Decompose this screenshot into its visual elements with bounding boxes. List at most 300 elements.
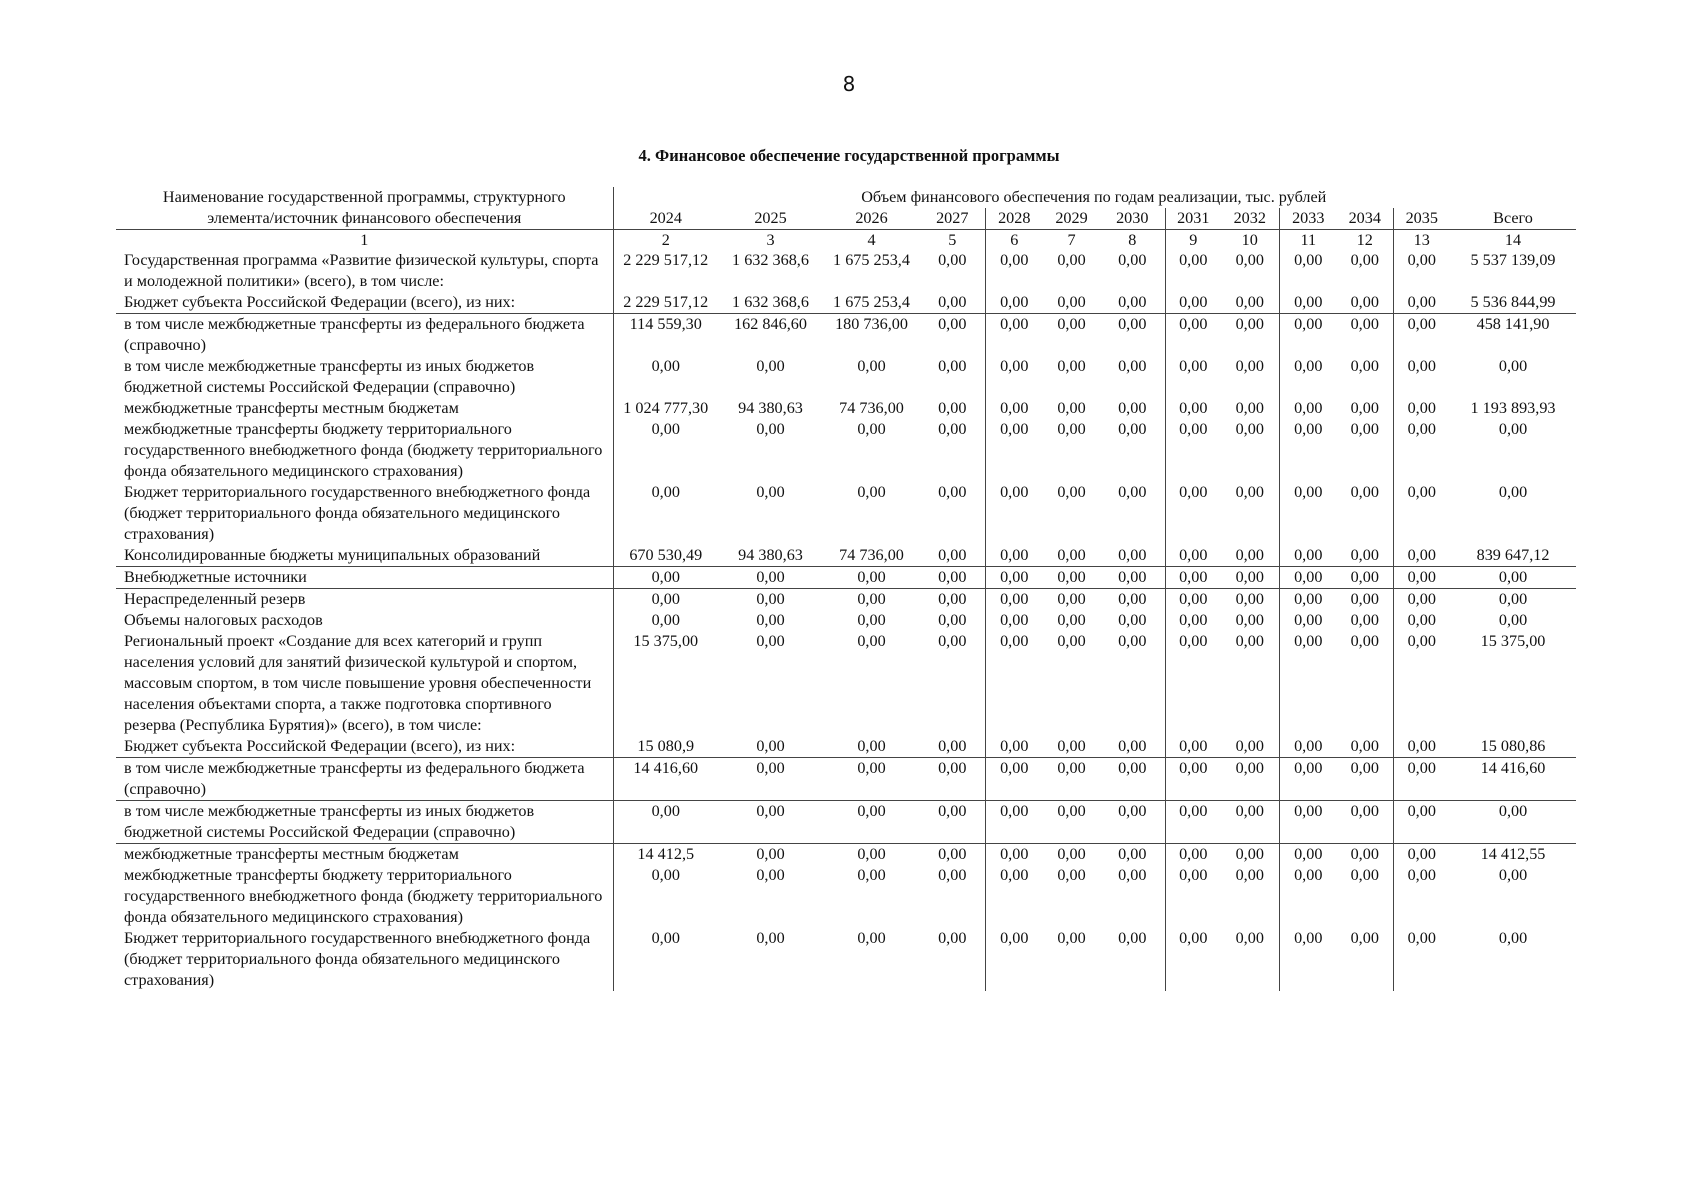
header-row-1 — [116, 187, 1576, 208]
row-name: Объемы налоговых расходов — [124, 611, 323, 629]
row-value-cell: 1 632 368,6 — [732, 293, 809, 311]
row-value-cell: 0,00 — [985, 356, 1043, 398]
row-value-cell: 0,00 — [1100, 844, 1165, 866]
row-value-cell: 0,00 — [1221, 758, 1279, 801]
column-number: 12 — [1356, 231, 1373, 249]
row-value-cell: 0,00 — [1393, 631, 1450, 736]
column-number: 2 — [613, 230, 718, 251]
row-value-cell: 94 380,63 — [738, 399, 803, 417]
year-header: 2030 — [1100, 208, 1165, 230]
row-total-cell: 0,00 — [1498, 357, 1528, 375]
row-value-cell: 0,00 — [718, 589, 823, 611]
row-total-cell: 5 536 844,99 — [1470, 293, 1556, 311]
row-value-cell: 0,00 — [1393, 545, 1450, 567]
row-value-cell: 0,00 — [920, 844, 985, 866]
row-value-cell: 0,00 — [1337, 758, 1393, 801]
table-row — [116, 314, 1576, 357]
row-value-cell: 0,00 — [938, 737, 967, 755]
row-value-cell: 0,00 — [756, 632, 785, 650]
financing-table — [116, 187, 1576, 991]
name-header-line2: элемента/источник финансового обеспечения — [116, 208, 613, 230]
table-row — [116, 419, 1576, 482]
row-name: Государственная программа «Развитие физической культуры, спорта и молодежной политики» (всего), в том числе: — [124, 251, 599, 290]
row-value-cell: 0,00 — [1393, 865, 1450, 928]
row-name: межбюджетные трансферты местным бюджетам — [116, 844, 613, 866]
year-header: 2035 — [1393, 208, 1450, 230]
row-value-cell: 0,00 — [938, 632, 967, 650]
row-value-cell: 15 375,00 — [613, 631, 718, 736]
row-value-cell: 114 559,30 — [613, 314, 718, 357]
row-value-cell: 0,00 — [985, 567, 1043, 589]
year-header: 2025 — [718, 208, 823, 230]
row-value-cell: 0,00 — [1165, 589, 1221, 611]
row-value-cell: 0,00 — [1118, 632, 1147, 650]
row-value-cell: 0,00 — [756, 420, 785, 438]
row-value-cell: 0,00 — [718, 801, 823, 844]
row-value-cell: 0,00 — [756, 929, 785, 947]
column-number: 9 — [1165, 230, 1221, 251]
row-value-cell: 0,00 — [1279, 567, 1337, 589]
table-row — [116, 398, 1576, 419]
table-row — [116, 250, 1576, 292]
header-row-2 — [116, 208, 1576, 230]
row-value-cell: 0,00 — [613, 865, 718, 928]
row-value-cell: 0,00 — [1118, 929, 1147, 947]
table-row — [116, 928, 1576, 991]
column-number: 7 — [1067, 231, 1076, 249]
row-value-cell: 0,00 — [1165, 292, 1221, 314]
column-number: 5 — [948, 231, 957, 249]
row-value-cell: 0,00 — [1118, 251, 1147, 269]
row-value-cell: 14 412,5 — [613, 844, 718, 866]
row-name: Бюджет субъекта Российской Федерации (всего), из них: — [124, 737, 516, 755]
row-value-cell: 0,00 — [1235, 929, 1264, 947]
row-value-cell: 0,00 — [1118, 420, 1147, 438]
row-value-cell: 0,00 — [1100, 567, 1165, 589]
year-header: 2029 — [1043, 208, 1100, 230]
table-row — [116, 758, 1576, 801]
row-value-cell: 0,00 — [613, 419, 718, 482]
row-value-cell: 0,00 — [1350, 420, 1379, 438]
row-value-cell: 0,00 — [1337, 589, 1393, 611]
row-value-cell: 0,00 — [1235, 632, 1264, 650]
row-value-cell: 0,00 — [1118, 483, 1147, 501]
row-value-cell: 0,00 — [1221, 314, 1279, 357]
column-number: 3 — [766, 231, 775, 249]
row-value-cell: 0,00 — [1350, 611, 1379, 629]
row-value-cell: 0,00 — [1279, 610, 1337, 631]
row-value-cell: 0,00 — [1279, 545, 1337, 567]
year-header: 2031 — [1165, 208, 1221, 230]
row-value-cell: 0,00 — [1350, 929, 1379, 947]
row-value-cell: 0,00 — [1165, 865, 1221, 928]
row-value-cell: 0,00 — [718, 758, 823, 801]
row-value-cell: 0,00 — [1057, 546, 1086, 564]
section-title: 4. Финансовое обеспечение государственной программы — [638, 146, 1060, 165]
row-value-cell: 0,00 — [1393, 928, 1450, 991]
row-value-cell: 0,00 — [985, 419, 1043, 482]
row-total-cell: 458 141,90 — [1450, 314, 1576, 357]
table-row — [116, 482, 1576, 545]
row-value-cell: 0,00 — [857, 929, 886, 947]
row-value-cell: 0,00 — [1118, 399, 1147, 417]
row-value-cell: 0,00 — [857, 357, 886, 375]
table-row — [116, 589, 1576, 611]
row-total-cell: 839 647,12 — [1476, 546, 1550, 564]
row-value-cell: 162 846,60 — [718, 314, 823, 357]
volume-header: Объем финансового обеспечения по годам реализации, тыс. рублей — [613, 187, 1576, 208]
row-name: Консолидированные бюджеты муниципальных образований — [124, 546, 541, 564]
row-value-cell: 0,00 — [1165, 419, 1221, 482]
row-value-cell: 0,00 — [985, 314, 1043, 357]
row-value-cell: 0,00 — [1279, 419, 1337, 482]
row-value-cell: 0,00 — [1165, 314, 1221, 357]
row-value-cell: 0,00 — [1165, 631, 1221, 736]
row-value-cell: 0,00 — [1279, 398, 1337, 419]
row-total-cell: 15 080,86 — [1480, 737, 1546, 755]
page-number: 8 — [842, 72, 856, 96]
row-value-cell: 0,00 — [1100, 758, 1165, 801]
row-total-cell: 1 193 893,93 — [1470, 399, 1556, 417]
table-row — [116, 631, 1576, 736]
row-value-cell: 0,00 — [857, 632, 886, 650]
row-value-cell: 0,00 — [985, 844, 1043, 866]
row-value-cell: 0,00 — [1350, 483, 1379, 501]
row-value-cell: 0,00 — [920, 758, 985, 801]
row-value-cell: 0,00 — [1337, 567, 1393, 589]
row-value-cell: 0,00 — [1118, 546, 1147, 564]
row-value-cell: 0,00 — [1057, 357, 1086, 375]
row-value-cell: 0,00 — [1235, 737, 1264, 755]
row-value-cell: 0,00 — [1393, 398, 1450, 419]
table-row — [116, 801, 1576, 844]
row-name: в том числе межбюджетные трансферты из федерального бюджета (справочно) — [116, 758, 613, 801]
row-value-cell: 0,00 — [857, 737, 886, 755]
row-value-cell: 0,00 — [1165, 250, 1221, 292]
row-value-cell: 0,00 — [1350, 357, 1379, 375]
year-header: 2033 — [1279, 208, 1337, 230]
row-total-cell: 14 416,60 — [1450, 758, 1576, 801]
column-number: 10 — [1241, 231, 1258, 249]
row-total-cell: 15 375,00 — [1480, 632, 1546, 650]
row-value-cell: 0,00 — [613, 801, 718, 844]
table-row — [116, 865, 1576, 928]
table-row — [116, 545, 1576, 567]
row-value-cell: 0,00 — [1350, 632, 1379, 650]
row-total-cell: 0,00 — [1498, 420, 1528, 438]
year-header: 2026 — [823, 208, 920, 230]
table-row — [116, 356, 1576, 398]
row-value-cell: 0,00 — [938, 251, 967, 269]
row-value-cell: 0,00 — [857, 866, 886, 884]
row-value-cell: 74 736,00 — [839, 399, 904, 417]
row-value-cell: 0,00 — [756, 483, 785, 501]
row-value-cell: 0,00 — [985, 801, 1043, 844]
row-value-cell: 0,00 — [1393, 250, 1450, 292]
row-value-cell: 0,00 — [1057, 866, 1086, 884]
row-value-cell: 0,00 — [1043, 844, 1100, 866]
row-value-cell: 0,00 — [1393, 610, 1450, 631]
row-value-cell: 0,00 — [1165, 610, 1221, 631]
row-value-cell: 0,00 — [1393, 844, 1450, 866]
row-total-cell: 0,00 — [1498, 611, 1528, 629]
row-name: межбюджетные трансферты бюджету территориального государственного внебюджетного фонда (бюджету территориального фонда обязательного медицинского страхования) — [124, 420, 603, 480]
row-value-cell: 0,00 — [1221, 589, 1279, 611]
row-value-cell: 0,00 — [938, 929, 967, 947]
row-value-cell: 0,00 — [1165, 482, 1221, 545]
row-value-cell: 0,00 — [1043, 589, 1100, 611]
row-value-cell: 0,00 — [1165, 736, 1221, 758]
row-value-cell: 0,00 — [1235, 866, 1264, 884]
row-value-cell: 0,00 — [1393, 292, 1450, 314]
row-value-cell: 0,00 — [1337, 314, 1393, 357]
row-value-cell: 0,00 — [1221, 801, 1279, 844]
row-value-cell: 0,00 — [938, 293, 967, 311]
column-number: 8 — [1128, 231, 1137, 249]
year-header: 2028 — [985, 208, 1043, 230]
row-value-cell: 0,00 — [1393, 801, 1450, 844]
row-value-cell: 0,00 — [1393, 758, 1450, 801]
row-value-cell: 0,00 — [1279, 482, 1337, 545]
row-value-cell: 0,00 — [718, 567, 823, 589]
row-value-cell: 0,00 — [938, 399, 967, 417]
row-value-cell: 1 024 777,30 — [613, 398, 718, 419]
row-total-cell: 0,00 — [1498, 483, 1528, 501]
row-value-cell: 0,00 — [1165, 844, 1221, 866]
row-value-cell: 0,00 — [985, 865, 1043, 928]
row-value-cell: 0,00 — [1279, 314, 1337, 357]
row-name: Нераспределенный резерв — [116, 589, 613, 611]
row-value-cell: 0,00 — [1350, 737, 1379, 755]
row-value-cell: 0,00 — [1235, 399, 1264, 417]
row-value-cell: 0,00 — [1279, 844, 1337, 866]
row-value-cell: 0,00 — [1350, 866, 1379, 884]
year-header: 2027 — [920, 208, 985, 230]
row-value-cell: 0,00 — [1118, 866, 1147, 884]
row-value-cell: 1 675 253,4 — [833, 251, 910, 269]
row-value-cell: 0,00 — [1235, 483, 1264, 501]
column-number: 11 — [1279, 230, 1337, 251]
year-header: 2034 — [1337, 208, 1393, 230]
row-value-cell: 0,00 — [1393, 356, 1450, 398]
row-value-cell: 0,00 — [1165, 356, 1221, 398]
row-value-cell: 0,00 — [1165, 801, 1221, 844]
row-total-cell: 0,00 — [1498, 929, 1528, 947]
row-value-cell: 0,00 — [920, 801, 985, 844]
row-value-cell: 670 530,49 — [613, 545, 718, 567]
row-value-cell: 0,00 — [857, 483, 886, 501]
table-row — [116, 610, 1576, 631]
row-value-cell: 0,00 — [938, 546, 967, 564]
row-value-cell: 0,00 — [985, 610, 1043, 631]
row-value-cell: 0,00 — [613, 482, 718, 545]
row-value-cell: 0,00 — [857, 420, 886, 438]
row-value-cell: 0,00 — [1279, 250, 1337, 292]
row-value-cell: 0,00 — [1279, 356, 1337, 398]
row-value-cell: 0,00 — [613, 356, 718, 398]
row-value-cell: 0,00 — [1165, 758, 1221, 801]
row-value-cell: 0,00 — [1118, 611, 1147, 629]
row-value-cell: 0,00 — [1100, 314, 1165, 357]
row-value-cell: 0,00 — [1043, 758, 1100, 801]
row-total-cell: 0,00 — [1450, 801, 1576, 844]
row-value-cell: 0,00 — [920, 589, 985, 611]
row-value-cell: 0,00 — [1350, 251, 1379, 269]
row-value-cell: 15 080,9 — [613, 736, 718, 758]
row-value-cell: 1 632 368,6 — [732, 251, 809, 269]
row-value-cell: 0,00 — [823, 758, 920, 801]
table-row — [116, 292, 1576, 314]
row-total-cell: 5 537 139,09 — [1470, 251, 1556, 269]
column-number: 6 — [985, 230, 1043, 251]
row-value-cell: 0,00 — [756, 737, 785, 755]
row-value-cell: 0,00 — [613, 567, 718, 589]
row-value-cell: 0,00 — [938, 483, 967, 501]
row-value-cell: 0,00 — [1100, 801, 1165, 844]
row-value-cell: 0,00 — [1279, 758, 1337, 801]
row-name: Бюджет территориального государственного внебюджетного фонда (бюджет территориального фонда обязательного медицинского страхования) — [124, 929, 591, 989]
row-total-cell: 0,00 — [1450, 589, 1576, 611]
table-row — [116, 567, 1576, 589]
row-value-cell: 0,00 — [985, 758, 1043, 801]
row-value-cell: 0,00 — [857, 611, 886, 629]
row-value-cell: 0,00 — [1350, 293, 1379, 311]
row-value-cell: 0,00 — [1165, 398, 1221, 419]
row-value-cell: 0,00 — [756, 611, 785, 629]
column-number: 13 — [1393, 230, 1450, 251]
row-value-cell: 0,00 — [1235, 293, 1264, 311]
row-value-cell: 0,00 — [1118, 357, 1147, 375]
row-value-cell: 0,00 — [1057, 251, 1086, 269]
row-value-cell: 0,00 — [1279, 928, 1337, 991]
row-value-cell: 0,00 — [1337, 801, 1393, 844]
row-value-cell: 0,00 — [985, 482, 1043, 545]
row-value-cell: 0,00 — [823, 567, 920, 589]
row-value-cell: 0,00 — [1279, 865, 1337, 928]
row-name: в том числе межбюджетные трансферты из иных бюджетов бюджетной системы Российской Федерации (справочно) — [116, 801, 613, 844]
total-header: Всего — [1450, 208, 1576, 230]
row-value-cell: 0,00 — [985, 589, 1043, 611]
column-number-row — [116, 230, 1576, 251]
row-name: Внебюджетные источники — [116, 567, 613, 589]
row-value-cell: 0,00 — [985, 398, 1043, 419]
row-value-cell: 0,00 — [1235, 357, 1264, 375]
year-header: 2032 — [1221, 208, 1279, 230]
row-value-cell: 0,00 — [985, 736, 1043, 758]
row-name: межбюджетные трансферты местным бюджетам — [124, 399, 459, 417]
row-value-cell: 0,00 — [938, 420, 967, 438]
row-value-cell: 0,00 — [1235, 546, 1264, 564]
row-value-cell: 0,00 — [1235, 420, 1264, 438]
row-value-cell: 0,00 — [1057, 611, 1086, 629]
row-total-cell: 0,00 — [1450, 567, 1576, 589]
row-value-cell: 0,00 — [1279, 736, 1337, 758]
row-value-cell: 0,00 — [985, 545, 1043, 567]
row-value-cell: 0,00 — [985, 250, 1043, 292]
row-value-cell: 1 675 253,4 — [833, 293, 910, 311]
table-body — [116, 250, 1576, 991]
row-value-cell: 0,00 — [1057, 293, 1086, 311]
row-total-cell: 0,00 — [1498, 866, 1528, 884]
row-value-cell: 0,00 — [756, 357, 785, 375]
row-value-cell: 0,00 — [1043, 801, 1100, 844]
row-value-cell: 0,00 — [1165, 567, 1221, 589]
row-value-cell: 0,00 — [1393, 419, 1450, 482]
row-value-cell: 0,00 — [718, 844, 823, 866]
row-value-cell: 0,00 — [920, 314, 985, 357]
row-value-cell: 180 736,00 — [823, 314, 920, 357]
name-header-line1: Наименование государственной программы, структурного — [162, 188, 566, 206]
row-value-cell: 0,00 — [938, 611, 967, 629]
row-value-cell: 0,00 — [1279, 589, 1337, 611]
row-value-cell: 0,00 — [1043, 567, 1100, 589]
row-value-cell: 0,00 — [1279, 631, 1337, 736]
row-value-cell: 0,00 — [1057, 483, 1086, 501]
table-row — [116, 736, 1576, 758]
row-value-cell: 0,00 — [756, 866, 785, 884]
row-value-cell: 74 736,00 — [839, 546, 904, 564]
row-value-cell: 0,00 — [1337, 844, 1393, 866]
row-value-cell: 0,00 — [1100, 589, 1165, 611]
row-value-cell: 2 229 517,12 — [613, 250, 718, 292]
row-value-cell: 0,00 — [1118, 293, 1147, 311]
row-value-cell: 0,00 — [1393, 314, 1450, 357]
row-value-cell: 0,00 — [1235, 251, 1264, 269]
row-value-cell: 0,00 — [938, 357, 967, 375]
row-value-cell: 0,00 — [1057, 737, 1086, 755]
row-value-cell: 0,00 — [1393, 736, 1450, 758]
row-value-cell: 0,00 — [613, 610, 718, 631]
row-value-cell: 0,00 — [613, 589, 718, 611]
row-value-cell: 0,00 — [1057, 399, 1086, 417]
row-value-cell: 0,00 — [1118, 737, 1147, 755]
table-row — [116, 844, 1576, 866]
row-value-cell: 0,00 — [823, 801, 920, 844]
row-name: межбюджетные трансферты бюджету территориального государственного внебюджетного фонда (бюджету территориального фонда обязательного медицинского страхования) — [124, 866, 603, 926]
row-value-cell: 0,00 — [1393, 567, 1450, 589]
row-value-cell: 0,00 — [1057, 420, 1086, 438]
row-value-cell: 0,00 — [985, 631, 1043, 736]
row-value-cell: 0,00 — [1165, 545, 1221, 567]
row-value-cell: 0,00 — [1043, 314, 1100, 357]
row-value-cell: 0,00 — [985, 292, 1043, 314]
row-value-cell: 0,00 — [985, 928, 1043, 991]
column-number: 14 — [1504, 231, 1522, 249]
name-column-header — [116, 187, 613, 208]
row-name: в том числе межбюджетные трансферты из федерального бюджета (справочно) — [116, 314, 613, 357]
column-number: 4 — [867, 231, 876, 249]
row-value-cell: 0,00 — [920, 567, 985, 589]
row-value-cell: 0,00 — [823, 844, 920, 866]
row-value-cell: 0,00 — [1057, 632, 1086, 650]
row-value-cell: 0,00 — [1221, 567, 1279, 589]
row-value-cell: 0,00 — [1221, 844, 1279, 866]
row-value-cell: 0,00 — [613, 928, 718, 991]
row-value-cell: 0,00 — [1393, 482, 1450, 545]
row-value-cell: 0,00 — [823, 589, 920, 611]
row-value-cell: 2 229 517,12 — [613, 292, 718, 314]
column-number: 1 — [360, 231, 369, 249]
row-value-cell: 0,00 — [1057, 929, 1086, 947]
row-name: Бюджет субъекта Российской Федерации (всего), из них: — [124, 293, 516, 311]
row-value-cell: 0,00 — [1279, 801, 1337, 844]
row-value-cell: 0,00 — [1350, 399, 1379, 417]
row-value-cell: 94 380,63 — [738, 546, 803, 564]
year-header: 2024 — [613, 208, 718, 230]
row-value-cell: 0,00 — [1165, 928, 1221, 991]
row-value-cell: 0,00 — [1235, 611, 1264, 629]
row-value-cell: 0,00 — [938, 866, 967, 884]
